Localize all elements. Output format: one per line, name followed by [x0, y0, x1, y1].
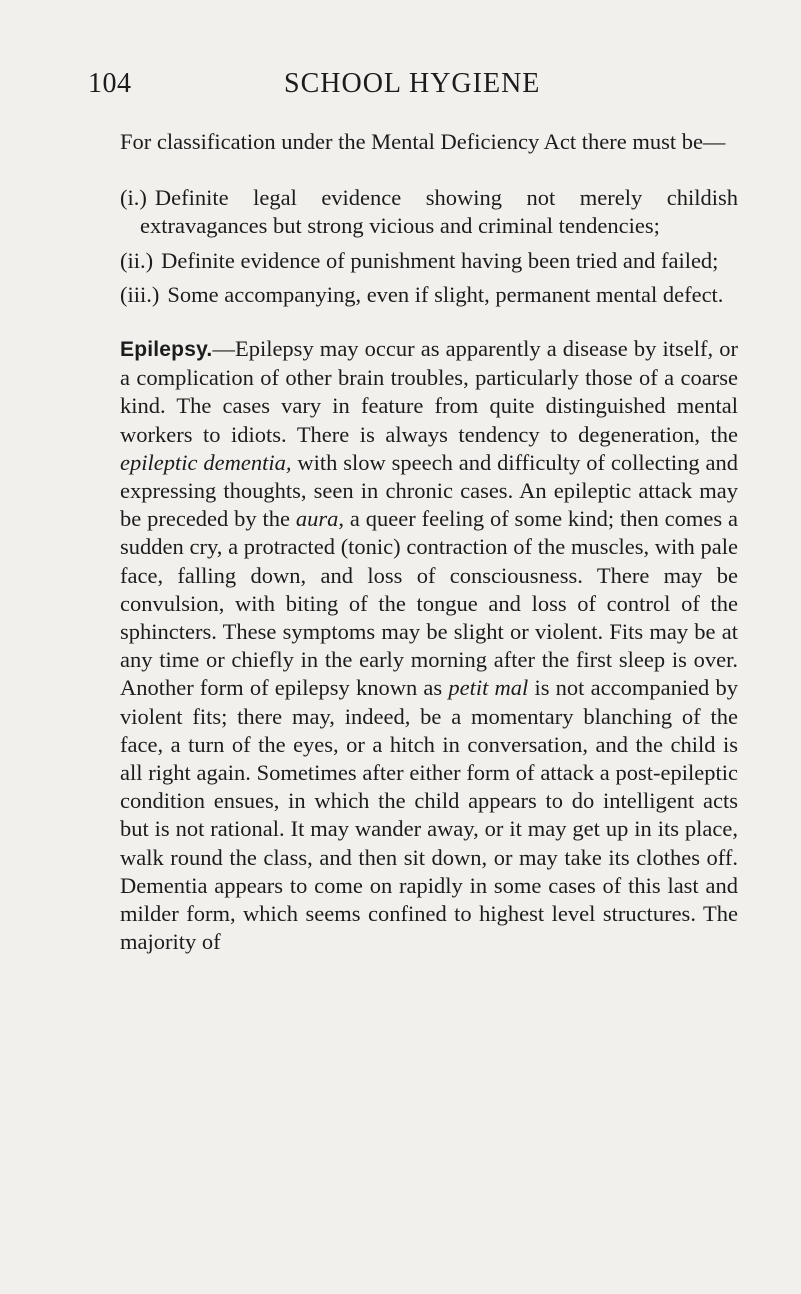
criteria-item	[120, 184, 738, 240]
epilepsy-text-4: is not accompanied by violent fits; there may, indeed, be a momentary blanching of the face, a turn of the eyes, or a hitch in conversation, and the child is all right again. Sometimes after either form of attack a post-epileptic condition ensues, in which the child appears to do intelligent acts but is not rational. It may wander away, or it may get up in its place, walk round the class, and then sit down, or may take its clothes off. Dementia appears to come on rapidly in some cases of this last and milder form, which seems confined to highest level structures. The majority of	[120, 675, 738, 955]
criteria-text: Definite evidence of punishment having been tried and failed;	[161, 247, 719, 273]
criteria-number: (iii.)	[120, 281, 160, 307]
epilepsy-text-3: a queer feeling of some kind; then comes a sudden cry, a protracted (tonic) contraction of the muscles, with pale face, falling down, and loss of consciousness. There may be convulsion, with biting of the tongue and loss of control of the sphincters. These symptoms may be slight or violent. Fits may be at any time or chiefly in the early morning after the first sleep is over. Another form of epilepsy known as	[120, 506, 738, 701]
term-epileptic-dementia: epileptic dementia,	[120, 449, 292, 475]
page-body	[120, 128, 738, 956]
intro-paragraph: For classification under the Mental Deficiency Act there must be—	[120, 129, 726, 154]
criteria-text: Some accompanying, even if slight, permanent mental defect.	[167, 281, 724, 307]
running-head: SCHOOL HYGIENE	[284, 68, 541, 99]
criteria-list	[120, 184, 738, 309]
epilepsy-text-1: —Epilepsy may occur as apparently a disease by itself, or a complication of other brain troubles, particularly those of a coarse kind. The cases vary in feature from quite distinguished mental workers to idiots. There is always tendency to degeneration, the	[120, 336, 738, 447]
criteria-text: Definite legal evidence showing not merely childish extravagances but strong vicious and criminal tendencies;	[140, 185, 738, 239]
epilepsy-paragraph	[120, 335, 738, 956]
criteria-number: (i.)	[120, 185, 147, 211]
criteria-item	[120, 247, 738, 275]
page-header	[88, 68, 748, 108]
term-petit-mal: petit mal	[448, 675, 529, 701]
criteria-number: (ii.)	[120, 247, 154, 273]
term-aura: aura,	[295, 506, 345, 532]
page-number: 104	[88, 68, 132, 99]
epilepsy-text-2: with slow speech and difficulty of collecting and expressing thoughts, seen in chronic cases. An epileptic attack may be preceded by the	[120, 449, 738, 532]
criteria-item	[120, 281, 738, 309]
section-heading-epilepsy: Epilepsy.	[120, 338, 213, 362]
